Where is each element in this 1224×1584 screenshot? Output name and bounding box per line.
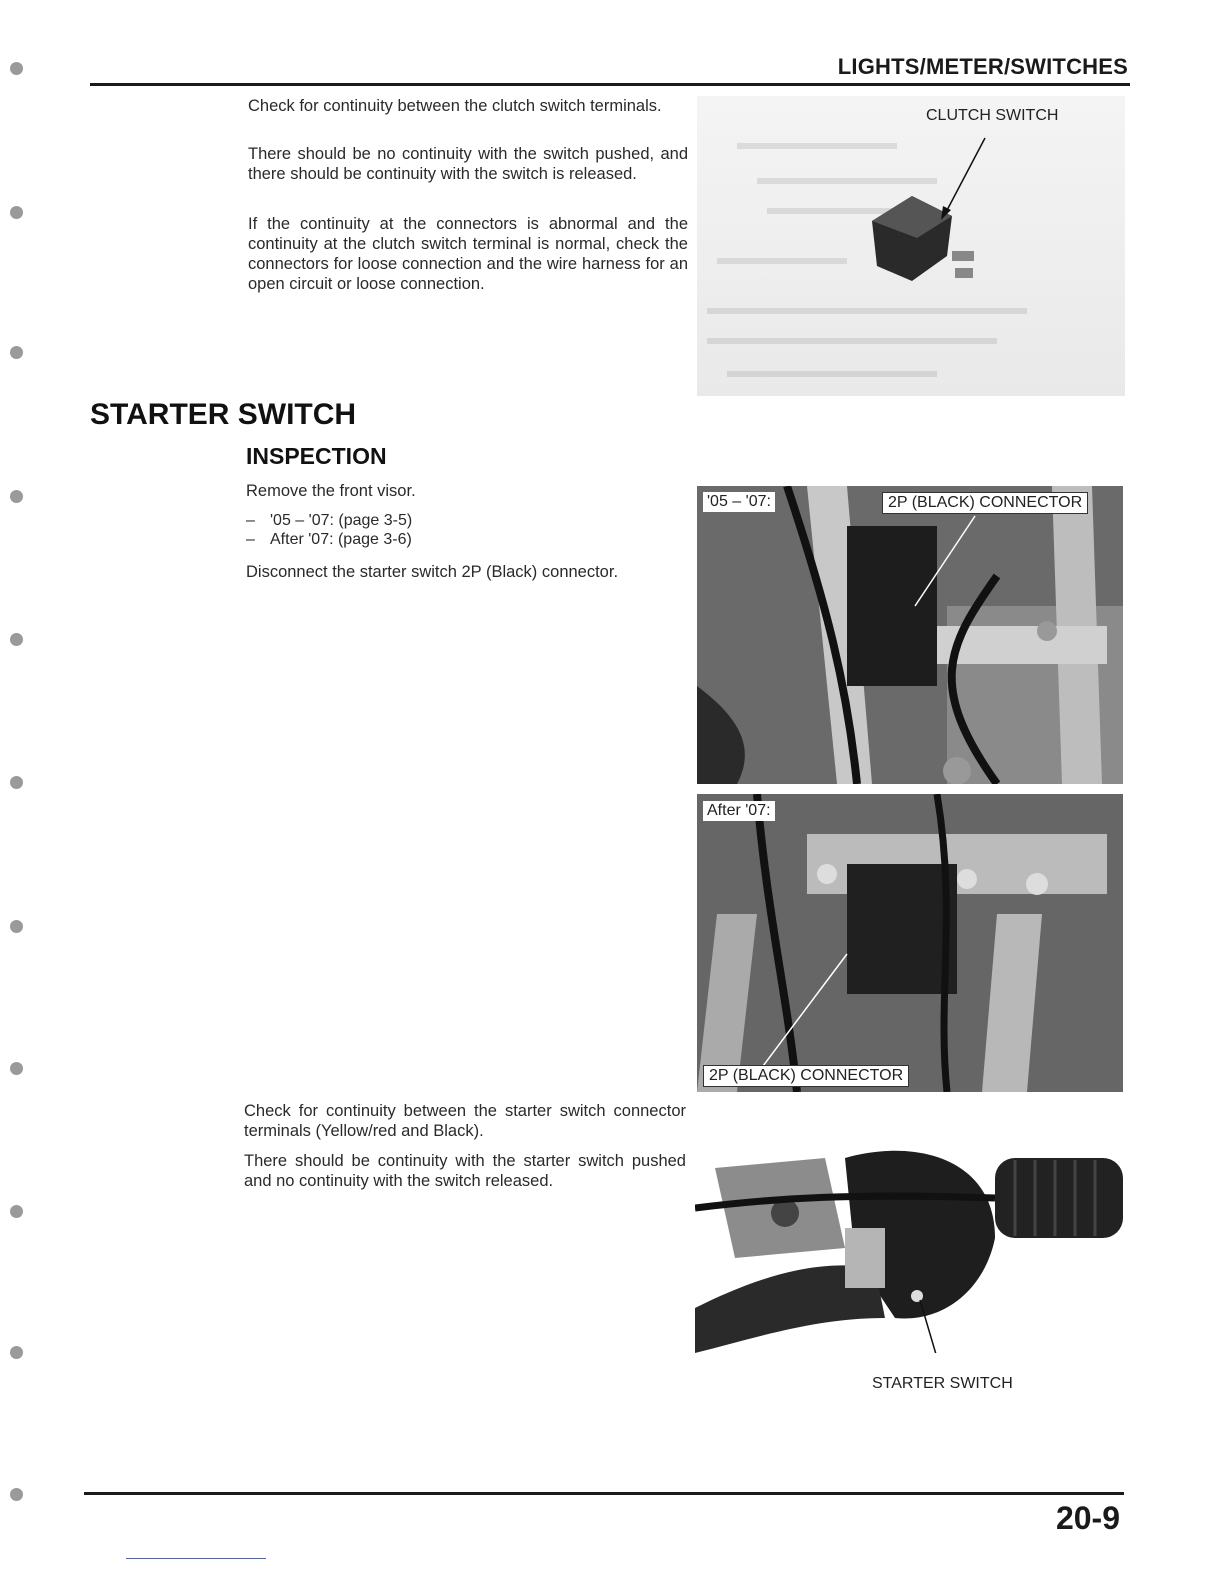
page-number: 20-9 <box>1055 1500 1120 1536</box>
punch-hole <box>10 776 23 789</box>
starter-switch-illustration <box>695 1138 1123 1353</box>
punch-hole <box>10 346 23 359</box>
starter-switch-photo <box>695 1138 1123 1353</box>
step-remove-visor: Remove the front visor. <box>246 482 416 500</box>
footer-link-underline <box>126 1558 266 1559</box>
header-rule <box>90 83 1130 86</box>
step-disconnect-connector: Disconnect the starter switch 2P (Black) connector. <box>246 563 619 581</box>
punch-hole <box>10 62 23 75</box>
clutch-abnormal-note: If the continuity at the connectors is abnormal and the continuity at the clutch switch terminal is normal, check the connectors for loose connection and the wire harness for an open circuit or loose connection. <box>248 215 688 293</box>
starter-continuity-instruction: Check for continuity between the starter switch connector terminals (Yellow/red and Black). <box>244 1102 686 1140</box>
punch-hole <box>10 1062 23 1075</box>
clutch-switch-label: CLUTCH SWITCH <box>926 107 1059 124</box>
subsection-title: INSPECTION <box>246 443 387 469</box>
punch-hole <box>10 490 23 503</box>
punch-hole <box>10 206 23 219</box>
list-item-text: After '07: (page 3-6) <box>270 531 412 548</box>
list-dash: – <box>246 531 255 548</box>
punch-hole <box>10 633 23 646</box>
punch-hole <box>10 1205 23 1218</box>
photo2-connector-label: 2P (BLACK) CONNECTOR <box>703 1065 909 1087</box>
connector-photo-illustration <box>697 486 1123 784</box>
photo1-connector-label: 2P (BLACK) CONNECTOR <box>882 492 1088 514</box>
section-header-title: LIGHTS/METER/SWITCHES <box>837 54 1128 79</box>
photo1-year-label: '05 – '07: <box>703 492 775 512</box>
clutch-switch-illustration <box>697 96 1125 396</box>
footer-rule <box>84 1492 1124 1495</box>
clutch-continuity-expected: There should be no continuity with the switch pushed, and there should be continuity with the switch is released. <box>248 145 688 183</box>
list-dash: – <box>246 512 255 529</box>
punch-hole <box>10 920 23 933</box>
punch-hole <box>10 1488 23 1501</box>
starter-continuity-expected: There should be continuity with the starter switch pushed and no continuity with the switch released. <box>244 1152 686 1190</box>
starter-switch-label: STARTER SWITCH <box>872 1375 1013 1392</box>
list-item-text: '05 – '07: (page 3-5) <box>270 512 413 529</box>
connector-photo-after-07 <box>697 794 1123 1092</box>
connector-photo-illustration <box>697 794 1123 1092</box>
connector-photo-05-07 <box>697 486 1123 784</box>
list-item <box>246 511 412 531</box>
photo2-year-label: After '07: <box>703 801 775 821</box>
punch-hole <box>10 1346 23 1359</box>
clutch-switch-photo <box>697 96 1125 396</box>
clutch-continuity-instruction: Check for continuity between the clutch switch terminals. <box>248 97 662 115</box>
list-item <box>246 530 412 550</box>
section-title: STARTER SWITCH <box>90 398 357 431</box>
